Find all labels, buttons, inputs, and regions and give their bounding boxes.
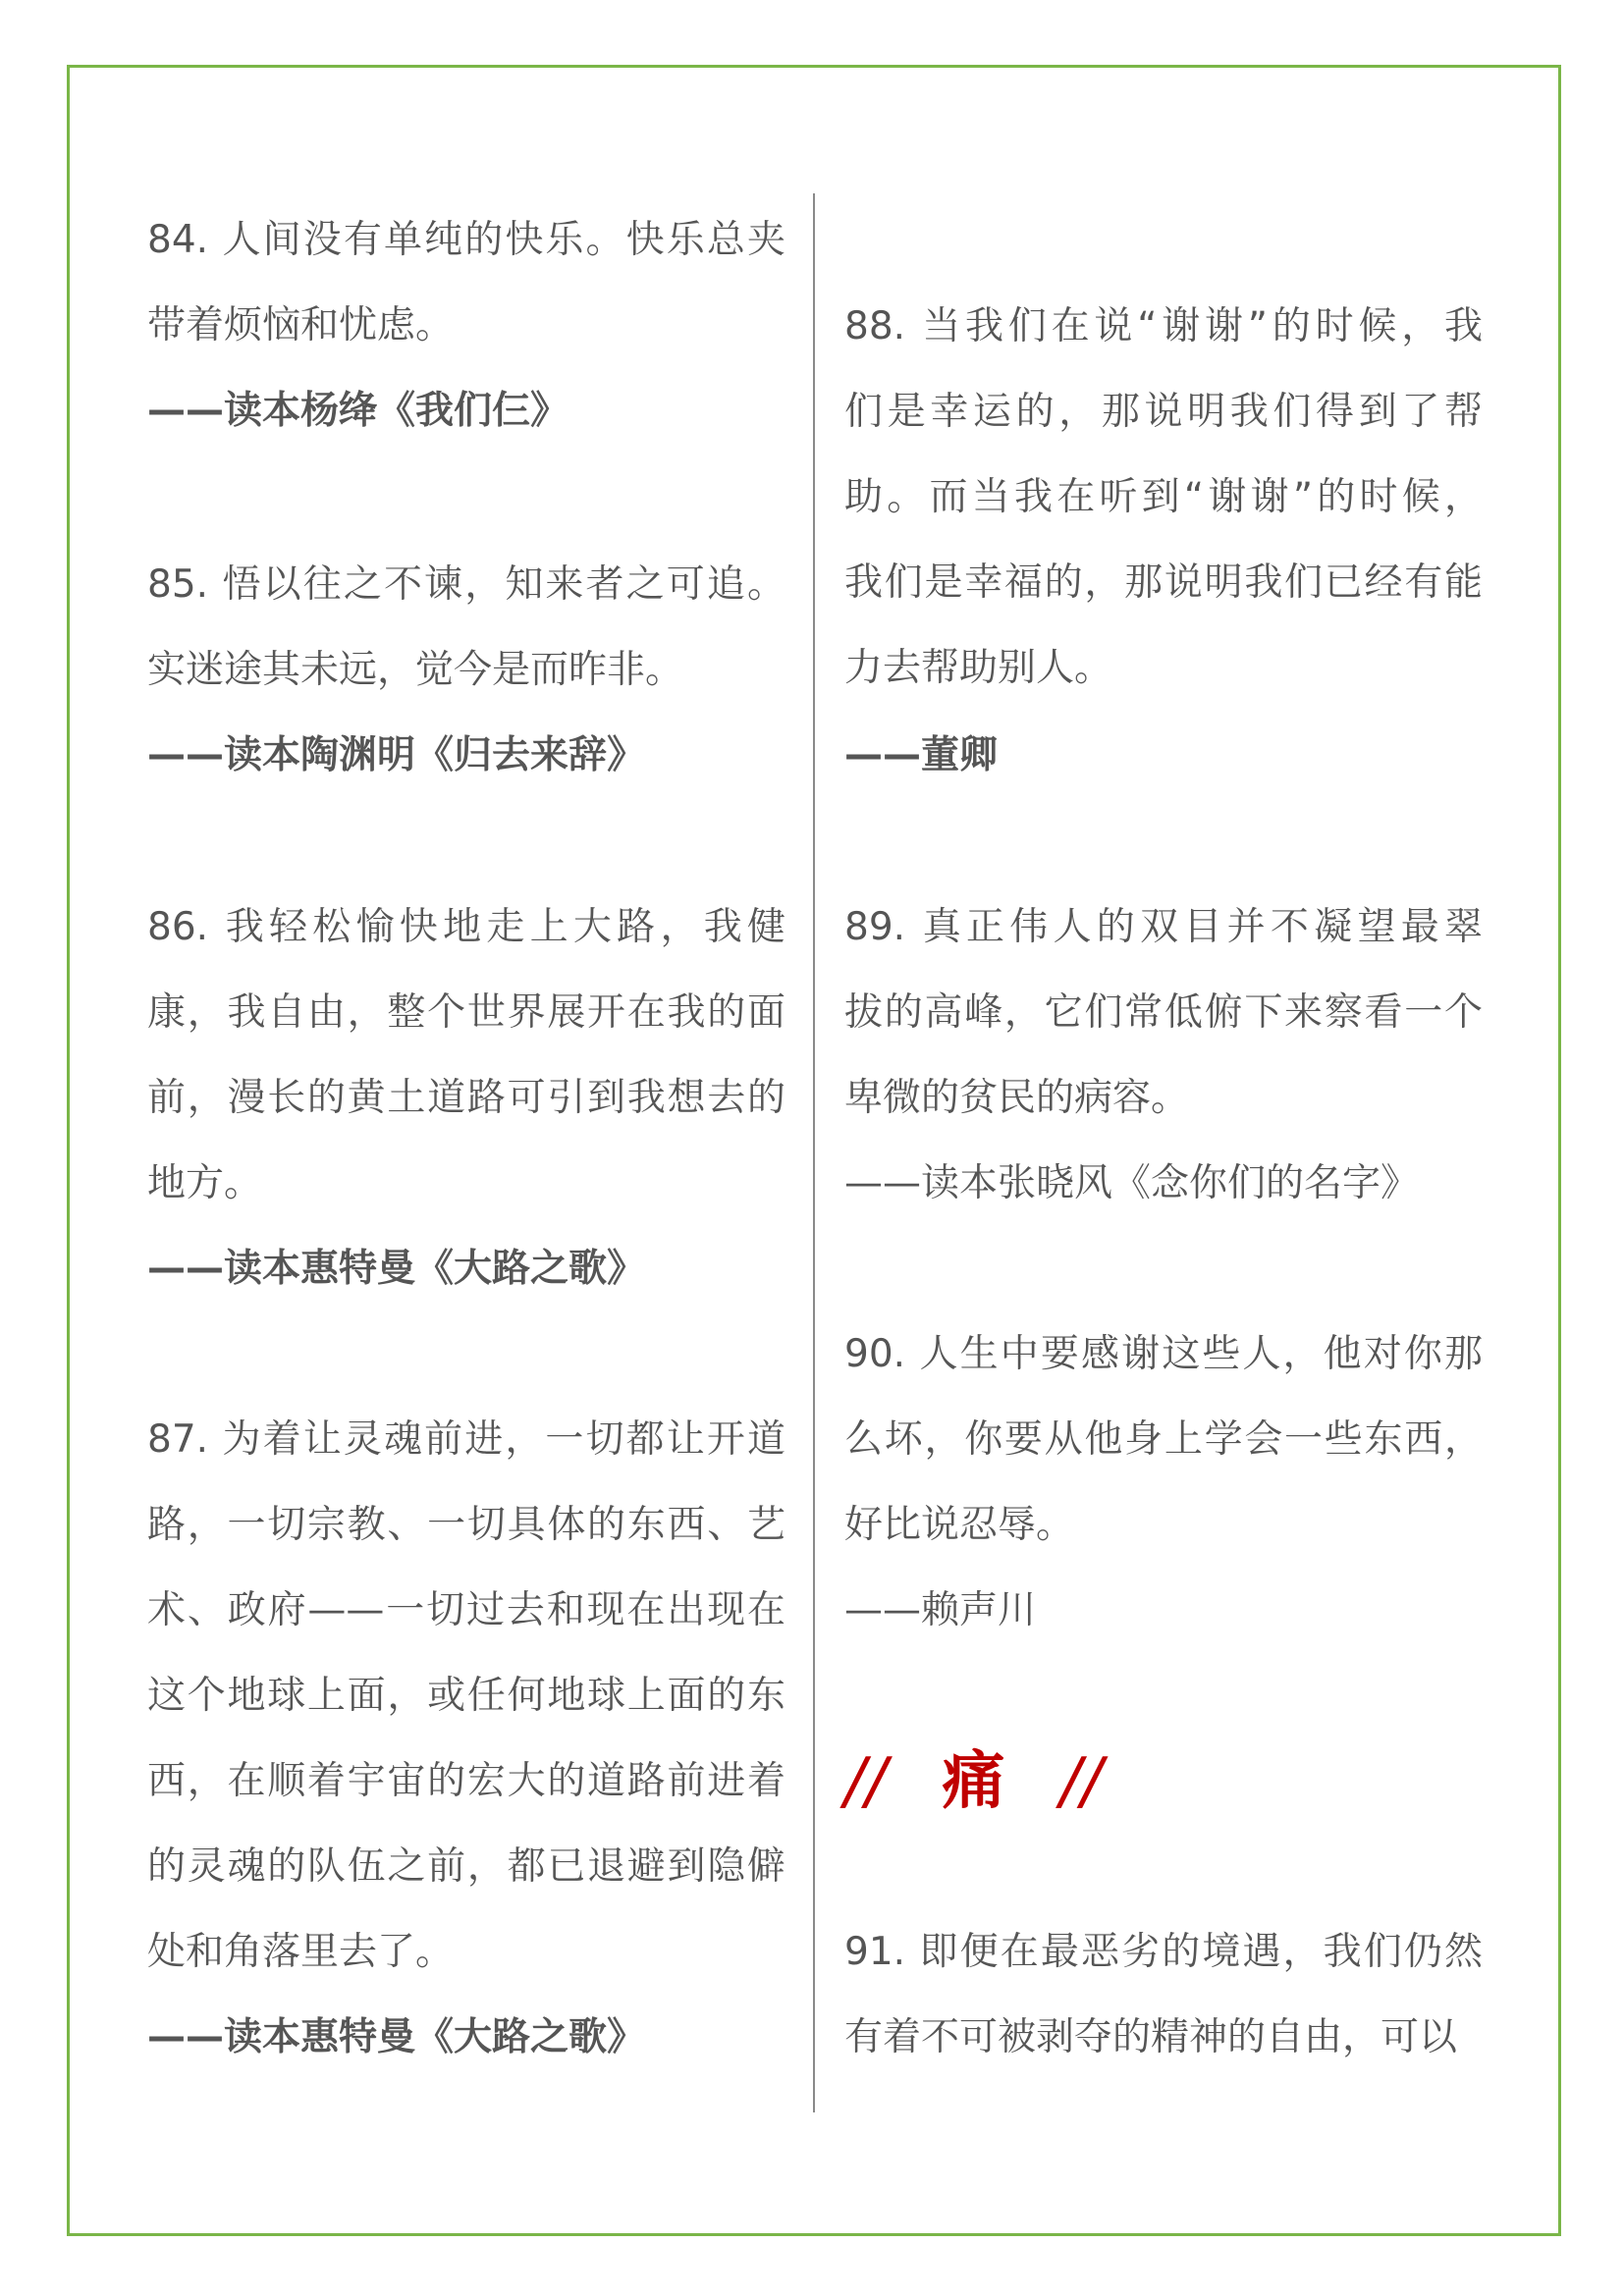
quote-source: ——读本杨绛《我们仨》 <box>147 389 569 433</box>
quote-line: 86. 我轻松愉快地走上大路，我健 <box>147 905 785 949</box>
quote-line: 87. 为着让灵魂前进，一切都让开道 <box>147 1417 785 1462</box>
quote-line: 有着不可被剥夺的精神的自由，可以 <box>844 2015 1458 2059</box>
quote-line: 我们是幸福的，那说明我们已经有能 <box>844 561 1483 605</box>
heading-prefix: // <box>844 1745 888 1818</box>
quote-line: 91. 即便在最恶劣的境遇，我们仍然 <box>844 1930 1483 1974</box>
quote-source: ——读本陶渊明《归去来辞》 <box>147 733 646 777</box>
quote-source: ——读本张晓风《念你们的名字》 <box>844 1161 1420 1205</box>
quote-line: 助。而当我在听到“谢谢”的时候， <box>844 475 1483 519</box>
quote-line: 西，在顺着宇宙的宏大的道路前进着 <box>147 1759 785 1803</box>
quote-line: 这个地球上面，或任何地球上面的东 <box>147 1674 785 1718</box>
quote-line: 们是幸运的，那说明我们得到了帮 <box>844 390 1483 434</box>
quote-line: 力去帮助别人。 <box>844 646 1113 690</box>
heading-suffix: // <box>1059 1745 1103 1818</box>
quote-line: 前，漫长的黄土道路可引到我想去的 <box>147 1076 785 1120</box>
section-heading <box>844 1742 1103 1821</box>
quote-line: 处和角落里去了。 <box>147 1930 455 1974</box>
quote-line: 好比说忍辱。 <box>844 1503 1075 1547</box>
quote-line: 拔的高峰，它们常低俯下来察看一个 <box>844 990 1483 1035</box>
quote-line: 89. 真正伟人的双目并不凝望最翠 <box>844 905 1483 949</box>
quote-line: 卑微的贫民的病容。 <box>844 1076 1190 1120</box>
quote-line: 88. 当我们在说“谢谢”的时候，我 <box>844 304 1483 348</box>
quote-line: 90. 人生中要感谢这些人，他对你那 <box>844 1332 1483 1376</box>
quote-source: ——读本惠特曼《大路之歌》 <box>147 1247 646 1291</box>
quote-line: 术、政府——一切过去和现在出现在 <box>147 1588 785 1632</box>
column-divider <box>813 193 815 2112</box>
quote-line: 路，一切宗教、一切具体的东西、艺 <box>147 1503 785 1547</box>
quote-line: 的灵魂的队伍之前，都已退避到隐僻 <box>147 1844 785 1889</box>
quote-source: ——读本惠特曼《大路之歌》 <box>147 2015 646 2059</box>
heading-title: 痛 <box>942 1745 1005 1818</box>
quote-source: ——董卿 <box>844 733 999 777</box>
quote-line: 84. 人间没有单纯的快乐。快乐总夹 <box>147 218 785 262</box>
quote-line: 地方。 <box>147 1161 263 1205</box>
quote-line: 康，我自由，整个世界展开在我的面 <box>147 990 785 1035</box>
quote-line: 么坏，你要从他身上学会一些东西， <box>844 1417 1483 1462</box>
quote-line: 实迷途其未远，觉今是而昨非。 <box>147 648 684 692</box>
quote-line: 带着烦恼和忧虑。 <box>147 303 455 347</box>
quote-line: 85. 悟以往之不谏，知来者之可追。 <box>147 562 785 607</box>
quote-source: ——赖声川 <box>844 1588 1037 1632</box>
